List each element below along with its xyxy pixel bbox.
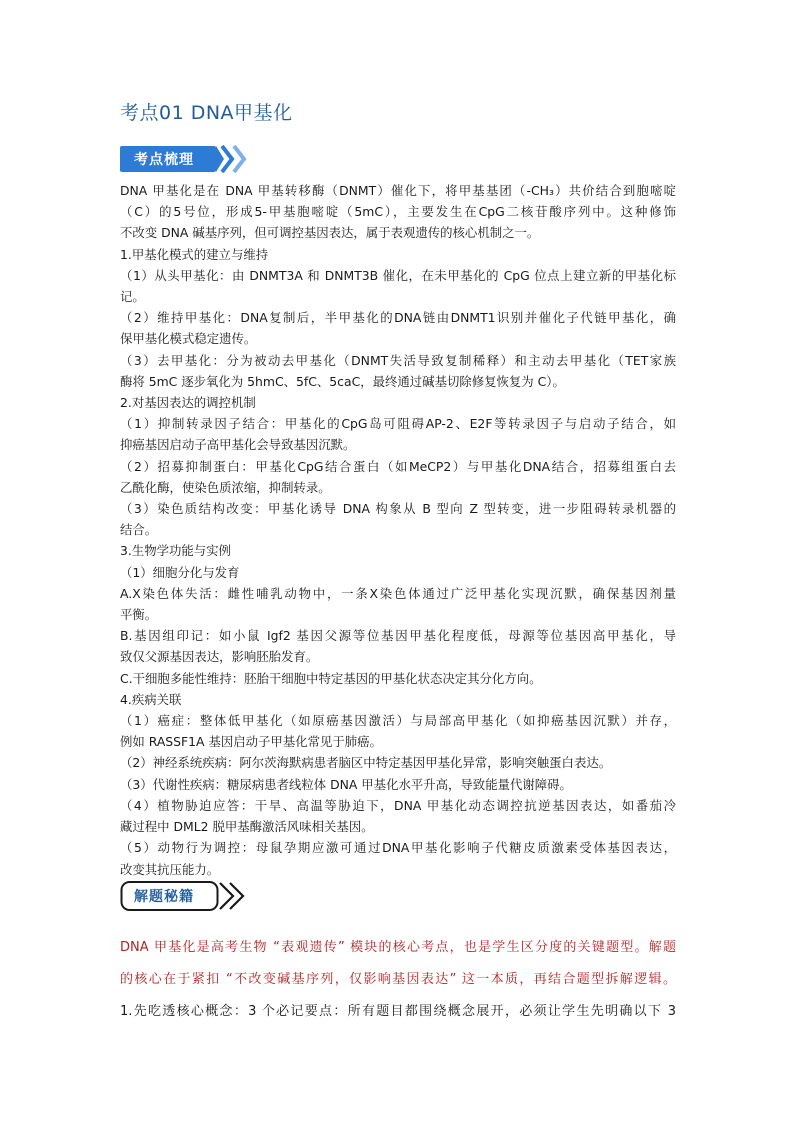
text-line: （3）去甲基化：分为被动去甲基化（DNMT失活导致复制稀释）和主动去甲基化（TET家族 <box>120 352 676 368</box>
text-line: DNA 甲基化是在 DNA 甲基转移酶（DNMT）催化下，将甲基基团（-CH₃）共价结合到胞嘧啶 <box>120 183 676 198</box>
text-line: 改变其抗压能力。 <box>120 861 220 877</box>
tips-line: DNA 甲基化是高考生物 “表观遗传” 模块的核心考点，也是学生区分度的关键题型。解题 <box>120 940 676 955</box>
text-line: （1）细胞分化与发育 <box>120 564 240 580</box>
text-line: 1.甲基化模式的建立与维持 <box>120 246 269 262</box>
text-line: （2）招募抑制蛋白：甲基化CpG结合蛋白（如MeCP2）与甲基化DNA结合，招募组蛋白去 <box>120 458 676 474</box>
text-line: 平衡。 <box>120 607 158 623</box>
content-body <box>120 180 676 880</box>
text-line: 保甲基化模式稳定遗传。 <box>120 331 257 347</box>
text-line: 乙酰化酶，使染色质浓缩，抑制转录。 <box>120 479 331 495</box>
text-line: （5）动物行为调控：母鼠孕期应激可通过DNA甲基化影响子代糖皮质激素受体基因表达， <box>120 840 676 856</box>
section-banner-key-points <box>120 145 252 173</box>
text-line: 2.对基因表达的调控机制 <box>120 395 256 411</box>
text-line: 结合。 <box>120 522 158 538</box>
text-line: 3.生物学功能与实例 <box>120 543 231 559</box>
tips-line: 的核心在于紧扣 “不改变碱基序列，仅影响基因表达” 这一本质，再结合题型拆解逻辑。 <box>120 972 676 987</box>
text-line: （2）神经系统疾病：阿尔茨海默病患者脑区中特定基因甲基化异常，影响突触蛋白表达。 <box>120 755 612 771</box>
text-line: C.干细胞多能性维持：胚胎干细胞中特定基因的甲基化状态决定其分化方向。 <box>120 670 542 686</box>
text-line: （C）的5号位，形成5-甲基胞嘧啶（5mC），主要发生在CpG二核苷酸序列中。这种修饰 <box>120 204 676 220</box>
text-line: 例如 RASSF1A 基因启动子甲基化常见于肺癌。 <box>120 734 382 750</box>
section-label: 解题秘籍 <box>134 889 194 905</box>
text-line: （4）植物胁迫应答：干旱、高温等胁迫下，DNA 甲基化动态调控抗逆基因表达，如番茄冷 <box>120 797 676 813</box>
text-line: （1）从头甲基化：由 DNMT3A 和 DNMT3B 催化，在未甲基化的 CpG 位点上建立新的甲基化标 <box>120 267 676 283</box>
text-line: 4.疾病关联 <box>120 691 182 707</box>
text-line: 藏过程中 DML2 脱甲基酶激活风味相关基因。 <box>120 819 374 835</box>
text-line: 不改变 DNA 碱基序列，但可调控基因表达，属于表观遗传的核心机制之一。 <box>120 225 540 241</box>
text-line: 致仅父源基因表达，影响胚胎发育。 <box>120 649 319 665</box>
tips-body <box>120 932 676 1028</box>
text-line: B.基因组印记：如小鼠 Igf2 基因父源等位基因甲基化程度低，母源等位基因高甲基化，导 <box>120 628 676 644</box>
text-line: 抑癌基因启动子高甲基化会导致基因沉默。 <box>120 437 356 453</box>
tips-line: 1.先吃透核心概念：3 个必记要点：所有题目都围绕概念展开，必须让学生先明确以下 3 <box>120 1004 676 1019</box>
text-line: （1）癌症：整体低甲基化（如原癌基因激活）与局部高甲基化（如抑癌基因沉默）并存， <box>120 713 676 729</box>
text-line: 酶将 5mC 逐步氧化为 5hmC、5fC、5caC，最终通过碱基切除修复恢复为 C）。 <box>120 373 565 389</box>
text-line: （1）抑制转录因子结合：甲基化的CpG岛可阻碍AP-2、E2F等转录因子与启动子结合，如 <box>120 416 676 432</box>
text-line: （3）代谢性疾病：糖尿病患者线粒体 DNA 甲基化水平升高，导致能量代谢障碍。 <box>120 776 572 792</box>
page-title: 考点01 DNA甲基化 <box>120 102 293 124</box>
text-line: （3）染色质结构改变：甲基化诱导 DNA 构象从 B 型向 Z 型转变，进一步阻碍转录机器的 <box>120 501 676 517</box>
text-line: （2）维持甲基化：DNA复制后，半甲基化的DNA链由DNMT1识别并催化子代链甲基化，确 <box>120 310 676 326</box>
text-line: 记。 <box>120 289 145 305</box>
section-label: 考点梳理 <box>134 152 194 168</box>
section-banner-tips <box>120 880 250 912</box>
text-line: A.X染色体失活：雌性哺乳动物中，一条X染色体通过广泛甲基化实现沉默，确保基因剂量 <box>120 585 676 601</box>
